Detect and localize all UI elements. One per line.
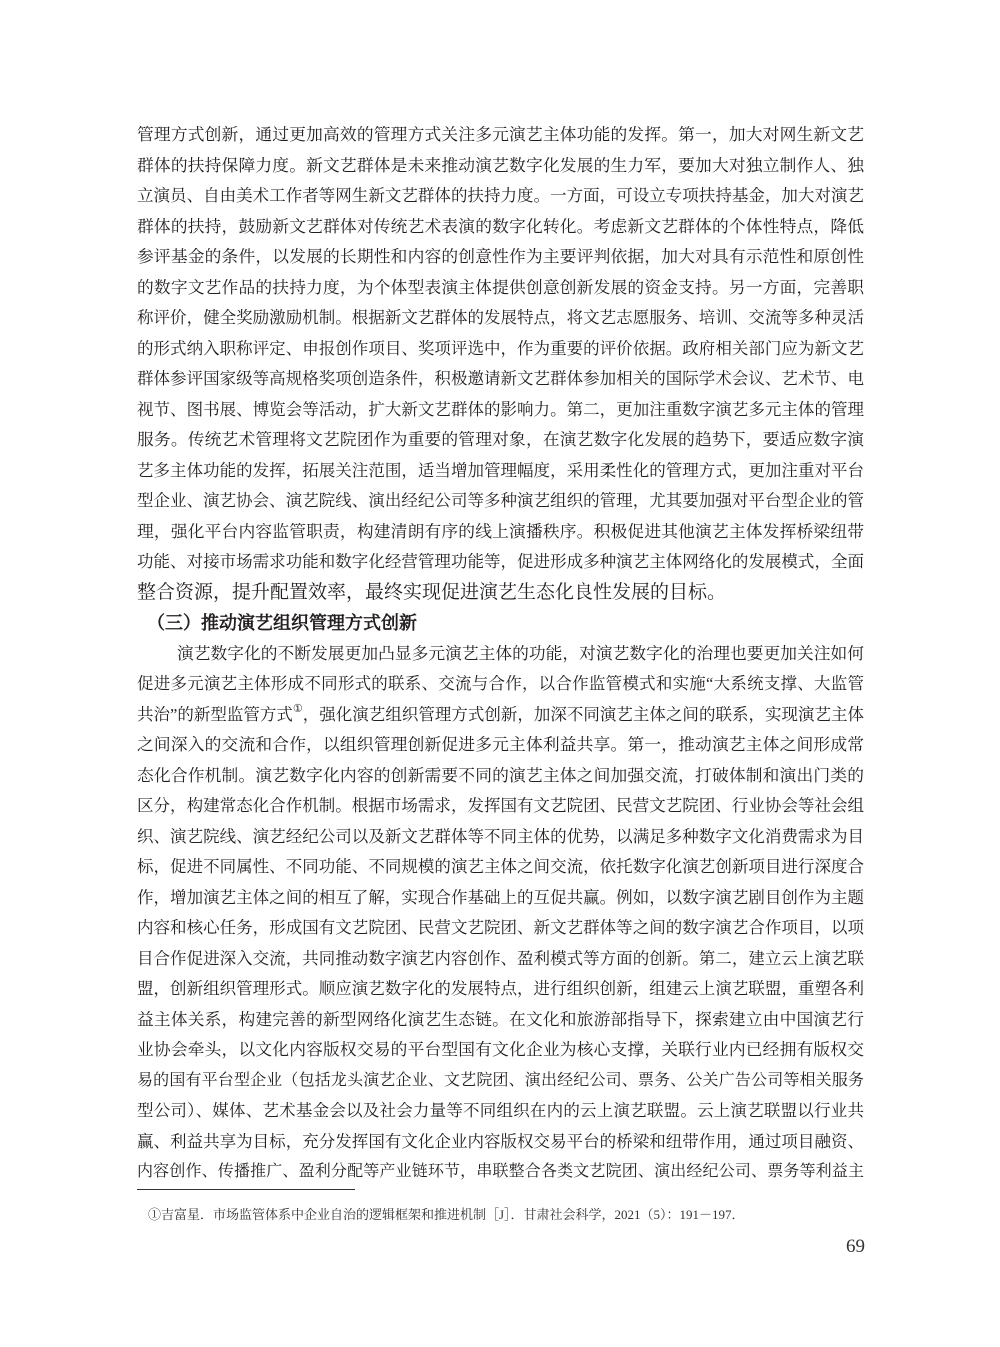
- paragraph-line: 称评价，健全奖励激励机制。根据新文艺群体的发展特点，将文艺志愿服务、培训、交流等多种灵活: [137, 308, 864, 327]
- paragraph-line: 内容创作、传播推广、盈利分配等产业链环节，串联整合各类文艺院团、演出经纪公司、票务等利益主: [137, 1163, 864, 1180]
- paragraph-line: 目合作促进深入交流，共同推动数字演艺内容创作、盈利模式等方面的创新。第二，建立云上演艺联: [137, 948, 864, 968]
- paragraph-line: 群体参评国家级等高规格奖项创造条件，积极邀请新文艺群体参加相关的国际学术会议、艺术节、电: [137, 369, 864, 388]
- paragraph-line: 标，促进不同属性、不同功能、不同规模的演艺主体之间交流，依托数字化演艺创新项目进行深度合: [137, 857, 864, 876]
- line-text: ，强化演艺组织管理方式创新，加深不同演艺主体之间的联系，实现演艺主体: [302, 704, 865, 724]
- body-text: [137, 120, 864, 1188]
- paragraph-line: 区分，构建常态化合作机制。根据市场需求，发挥国有文艺院团、民营文艺院团、行业协会等社会组: [137, 796, 864, 815]
- paragraph-line: 整合资源，提升配置效率，最终实现促进演艺生态化良性发展的目标。: [137, 581, 727, 603]
- line-text: 共治”的新型监管方式: [137, 704, 293, 724]
- paragraph-line: 益主体关系，构建完善的新型网络化演艺生态链。在文化和旅游部指导下，探索建立由中国演艺行: [137, 1009, 864, 1029]
- paragraph-line: 态化合作机制。演艺数字化内容的创新需要不同的演艺主体之间加强交流，打破体制和演出门类的: [137, 765, 864, 785]
- paragraph-line: 理，强化平台内容监管职责，构建清朗有序的线上演播秩序。积极促进其他演艺主体发挥桥梁纽带: [137, 521, 864, 541]
- paragraph-line: 管理方式创新，通过更加高效的管理方式关注多元演艺主体功能的发挥。第一，加大对网生新文艺: [137, 125, 864, 144]
- paragraph-line: 视节、图书展、博览会等活动，扩大新文艺群体的影响力。第二，更加注重数字演艺多元主体的管理: [137, 399, 864, 419]
- paragraph-line: 业协会牵头，以文化内容版权交易的平台型国有文化企业为核心支撑，关联行业内已经拥有版权交: [137, 1040, 864, 1059]
- paragraph-line: 作，增加演艺主体之间的相互了解，实现合作基础上的互促共赢。例如，以数字演艺剧目创作为主题: [137, 887, 864, 907]
- paragraph-line: 的数字文艺作品的扶持力度，为个体型表演主体提供创意创新发展的资金支持。另一方面，完善职: [137, 277, 864, 297]
- paragraph-line: 赢、利益共享为目标，充分发挥国有文化企业内容版权交易平台的桥梁和纽带作用，通过项目融资、: [137, 1131, 864, 1151]
- paragraph-line: 立演员、自由美术工作者等网生新文艺群体的扶持力度。一方面，可设立专项扶持基金，加大对演艺: [137, 186, 864, 205]
- paragraph-line: 艺多主体功能的发挥，拓展关注范围，适当增加管理幅度，采用柔性化的管理方式，更加注重对平台: [137, 460, 864, 480]
- paragraph-line: 服务。传统艺术管理将文艺院团作为重要的管理对象，在演艺数字化发展的趋势下，要适应数字演: [137, 430, 864, 449]
- paragraph-line: 型公司）、媒体、艺术基金会以及社会力量等不同组织在内的云上演艺联盟。云上演艺联盟以行业共: [137, 1101, 864, 1120]
- page-number: 69: [846, 1236, 865, 1257]
- paragraph-line: 群体的扶持保障力度。新文艺群体是未来推动演艺数字化发展的生力军，要加大对独立制作人、独: [137, 155, 864, 175]
- paragraph-line: 演艺数字化的不断发展更加凸显多元演艺主体的功能，对演艺数字化的治理也要更加关注如何: [177, 643, 864, 663]
- paragraph-line: 型企业、演艺协会、演艺院线、演出经纪公司等多种演艺组织的管理，尤其要加强对平台型企业的管: [137, 491, 864, 510]
- footnote-marker: ①: [292, 702, 303, 715]
- section-heading: （三）推动演艺组织管理方式创新: [147, 613, 417, 633]
- footnote: ①吉富星．市场监管体系中企业自治的逻辑框架和推进机制［J］．甘肃社会科学，2021（5）：191－197．: [148, 1207, 745, 1222]
- paragraph-line: 内容和核心任务，形成国有文艺院团、民营文艺院团、新文艺群体等之间的数字演艺合作项目，以项: [137, 918, 864, 937]
- paragraph-line: 功能、对接市场需求功能和数字化经营管理功能等，促进形成多种演艺主体网络化的发展模式，全面: [137, 552, 864, 571]
- paragraph-line: 促进多元演艺主体形成不同形式的联系、交流与合作，以合作监管模式和实施“大系统支撑、大监管: [137, 674, 864, 693]
- paragraph-line: 之间深入的交流和合作，以组织管理创新促进多元主体利益共享。第一，推动演艺主体之间形成常: [137, 735, 864, 754]
- footnote-divider: [137, 1189, 355, 1190]
- paragraph-line: 盟，创新组织管理形式。顺应演艺数字化的发展特点，进行组织创新，组建云上演艺联盟，重塑各利: [137, 979, 864, 998]
- paragraph-line: [137, 700, 864, 731]
- paragraph-line: 群体的扶持，鼓励新文艺群体对传统艺术表演的数字化转化。考虑新文艺群体的个体性特点，降低: [137, 216, 864, 236]
- paragraph-line: 织、演艺院线、演艺经纪公司以及新文艺群体等不同主体的优势，以满足多种数字文化消费需求为目: [137, 826, 864, 846]
- paragraph-line: 参评基金的条件，以发展的长期性和内容的创意性作为主要评判依据，加大对具有示范性和原创性: [137, 247, 864, 266]
- paragraph-line: 易的国有平台型企业（包括龙头演艺企业、文艺院团、演出经纪公司、票务、公关广告公司等相关服务: [137, 1071, 864, 1089]
- paragraph-line: 的形式纳入职称评定、申报创作项目、奖项评选中，作为重要的评价依据。政府相关部门应为新文艺: [137, 338, 864, 358]
